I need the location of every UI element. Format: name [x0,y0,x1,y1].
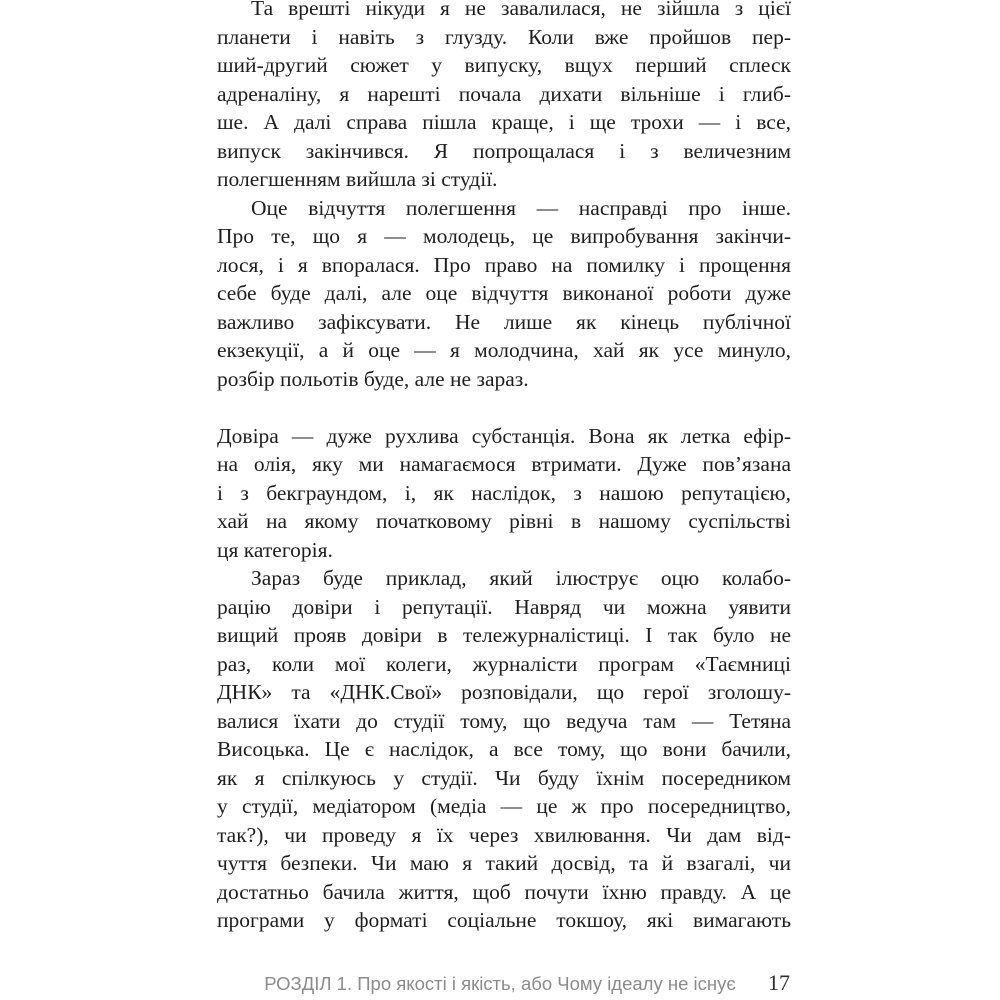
text-line: чуття безпеки. Чи маю я такий досвід, та й взагалі, чи [217,851,791,875]
text-line: вищий прояв довіри в тележурналістиці. І так було не [217,623,791,647]
text-line: планети і навіть з глузду. Коли вже пройшов пер- [217,24,791,49]
text-line: достатньо бачила життя, щоб почути їхню правду. А це [217,879,791,904]
text-line: адреналіну, я нарешті почала дихати вільніше і глиб- [217,81,791,106]
text-line: екзекуції, а й оце — я молодчина, хай як усе минуло, [217,338,791,362]
text-line: ше. А далі справа пішла краще, і ще трохи — і все, [217,110,791,134]
text-line: себе буде далі, але оце відчуття виконаної роботи дуже [217,281,791,305]
text-line: ДНК» та «ДНК.Свої» розповідали, що герої зголошу- [217,680,791,704]
running-chapter-title: РОЗДІЛ 1. Про якості і якість, або Чому ідеалу не існує [264,973,736,994]
text-line: Зараз буде приклад, який ілюструє оцю колабо- [251,566,791,590]
text-line: Висоцька. Це є наслідок, а все тому, що вони бачили, [217,737,791,761]
text-line: важливо зафіксувати. Не лише як кінець публічної [217,309,791,334]
text-line: валися їхати до студії тому, що ведуча там — Тетяна [217,708,791,733]
page-number: 17 [768,970,790,995]
text-line: Про те, що я — молодець, це випробування закінчи- [217,224,791,248]
text-line: випуск закінчився. Я попрощалася і з величезним [217,138,791,163]
text-line: так?), чи проведу я їх через хвилювання. Чи дам від- [217,822,791,847]
text-line: програми у форматі соціальне токшоу, які вимагають [217,908,791,932]
text-line: ший-другий сюжет у випуску, вщух перший сплеск [217,53,791,77]
text-line: хай на якому початковому рівні в нашому суспільстві [217,509,791,533]
paragraph [217,0,791,194]
body-text [217,0,791,935]
paragraph [217,422,791,565]
text-line: лося, і я впоралася. Про право на помилку і прощення [217,252,791,277]
paragraph [217,564,791,935]
text-line: полегшенням вийшла зі студії. [217,167,498,191]
text-line: і з бекграундом, і, як наслідок, з нашою репутацією, [217,480,791,505]
paragraph [217,194,791,394]
page-footer [0,971,1000,1000]
text-line: як я спілкуюсь у студії. Чи буду їхнім посередником [217,765,791,790]
text-line: Довіра — дуже рухлива субстанція. Вона як летка ефір- [217,423,791,448]
text-line: Оце відчуття полегшення — насправді про інше. [251,195,791,220]
text-line: ця категорія. [217,537,333,562]
text-line: Та врешті нікуди я не завалилася, не зійшла з цієї [251,0,791,20]
text-line: рацію довіри і репутації. Навряд чи можна уявити [217,594,791,619]
text-line: на олія, яку ми намагаємося втримати. Дуже пов’язана [217,452,791,476]
text-line: раз, коли мої колеги, журналісти програм «Таємниці [217,651,791,676]
text-line: розбір польотів буде, але не зараз. [217,366,529,391]
text-line: у студії, медіатором (медіа — це ж про посередництво, [217,794,791,818]
